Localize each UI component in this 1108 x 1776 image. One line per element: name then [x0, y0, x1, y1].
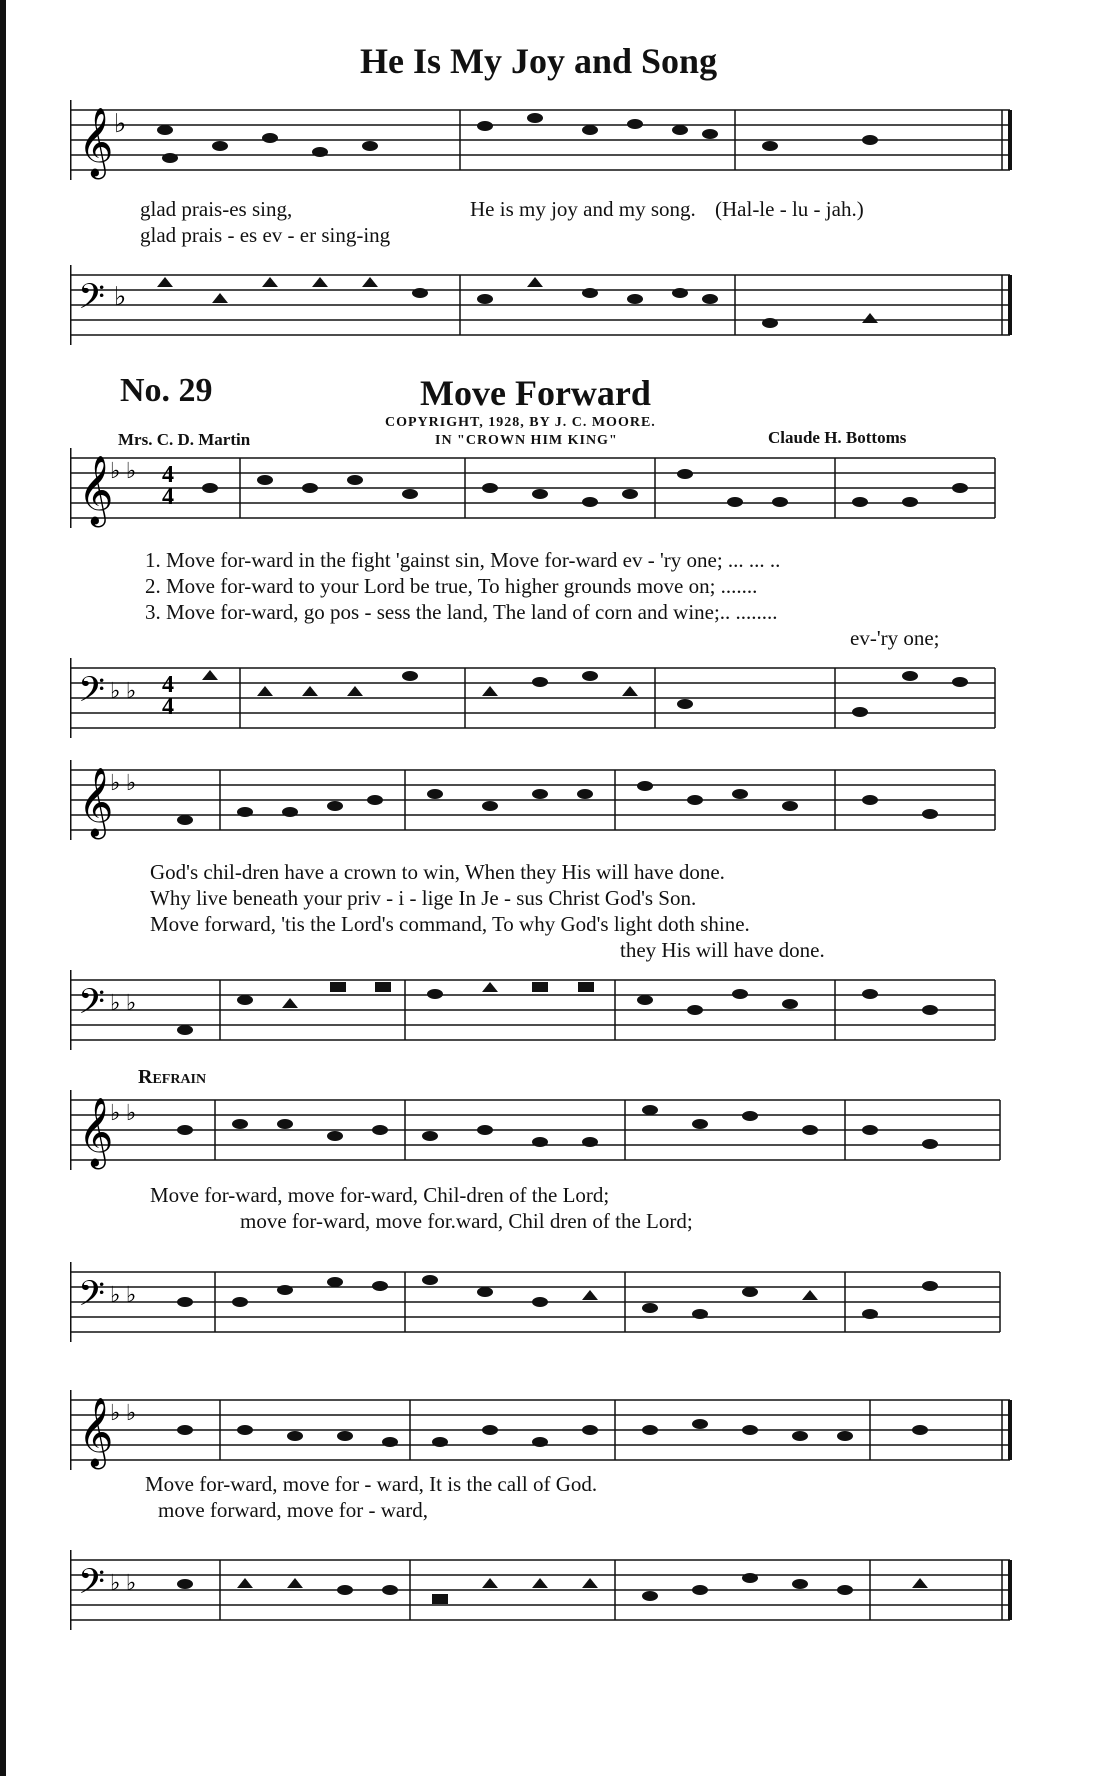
svg-text:𝄞: 𝄞 [78, 457, 114, 523]
composer-credit: Claude H. Bottoms [768, 428, 907, 447]
staff-treble-3 [70, 760, 1020, 850]
svg-text:♭ ♭: ♭ ♭ [110, 458, 137, 483]
svg-text:𝄢: 𝄢 [78, 672, 106, 718]
staff-bass-2 [70, 658, 1020, 748]
hymn2-title: Move Forward [420, 373, 651, 413]
staff-treble-5 [70, 1390, 1020, 1480]
hymn1-lyric-1b: He is my joy and my song. [470, 197, 696, 221]
svg-text:♭ ♭: ♭ ♭ [110, 1400, 137, 1425]
svg-text:♭ ♭: ♭ ♭ [110, 678, 137, 703]
refrain-echo-2: move forward, move for - ward, [158, 1498, 428, 1522]
svg-text:♭: ♭ [114, 109, 127, 138]
staff-treble-4 [70, 1090, 1020, 1180]
verse-echo-a: ev-'ry one; [850, 626, 940, 650]
svg-text:♭ ♭: ♭ ♭ [110, 1282, 137, 1307]
verse1-line-a: 1. Move for-ward in the fight 'gainst sin, Move for-ward ev - 'ry one; ... ... .. [145, 548, 781, 572]
staff-bass-3 [70, 970, 1020, 1060]
svg-text:4: 4 [162, 462, 174, 488]
verse3-line-b: Move forward, 'tis the Lord's command, To why God's light doth shine. [150, 912, 750, 936]
hymn1-lyric-1a: glad prais-es sing, [140, 197, 293, 221]
svg-text:♭: ♭ [114, 282, 127, 311]
svg-text:𝄞: 𝄞 [78, 1399, 114, 1465]
copyright-line2: IN "CROWN HIM KING" [435, 433, 618, 448]
svg-text:𝄞: 𝄞 [78, 1099, 114, 1165]
verse1-line-b: God's chil-dren have a crown to win, When they His will have done. [150, 860, 725, 884]
verse2-line-b: Why live beneath your priv - i - lige In Je - sus Christ God's Son. [150, 886, 697, 910]
svg-text:𝄢: 𝄢 [78, 1564, 106, 1610]
svg-text:♭ ♭: ♭ ♭ [110, 1100, 137, 1125]
svg-text:4: 4 [162, 672, 174, 698]
svg-text:𝄞: 𝄞 [78, 107, 114, 177]
svg-text:4: 4 [162, 694, 174, 720]
staff-bass-5 [70, 1550, 1020, 1640]
staff-bass-4 [70, 1262, 1020, 1352]
hymn1-title: He Is My Joy and Song [360, 41, 718, 81]
svg-text:𝄢: 𝄢 [78, 984, 106, 1030]
refrain-line-1: Move for-ward, move for-ward, Chil-dren of the Lord; [150, 1183, 610, 1207]
staff-treble-2 [70, 448, 1020, 538]
hymn-number: No. 29 [120, 372, 213, 409]
verse3-line-a: 3. Move for-ward, go pos - sess the land, The land of corn and wine;.. ........ [145, 600, 778, 624]
hymn1-lyric-2: glad prais - es ev - er sing-ing [140, 223, 391, 247]
staff-treble-1 [70, 100, 1020, 190]
svg-text:♭ ♭: ♭ ♭ [110, 770, 137, 795]
svg-text:𝄢: 𝄢 [78, 1276, 106, 1322]
svg-text:𝄞: 𝄞 [78, 769, 114, 835]
scan-edge [0, 0, 6, 1776]
verse2-line-a: 2. Move for-ward to your Lord be true, To higher grounds move on; ....... [145, 574, 758, 598]
author-credit: Mrs. C. D. Martin [118, 430, 251, 449]
svg-text:♭ ♭: ♭ ♭ [110, 990, 137, 1015]
verse-echo-b: they His will have done. [620, 938, 825, 962]
refrain-echo-1: move for-ward, move for.ward, Chil dren of the Lord; [240, 1209, 693, 1233]
copyright-line1: COPYRIGHT, 1928, BY J. C. MOORE. [385, 415, 656, 430]
svg-text:4: 4 [162, 484, 174, 510]
refrain-label: Refrain [138, 1066, 207, 1088]
refrain-line-2: Move for-ward, move for - ward, It is the call of God. [145, 1472, 598, 1496]
svg-text:♭ ♭: ♭ ♭ [110, 1570, 137, 1595]
hymn1-lyric-1c: (Hal-le - lu - jah.) [715, 197, 864, 221]
svg-text:𝄢: 𝄢 [78, 276, 106, 325]
staff-bass-1 [70, 265, 1020, 355]
